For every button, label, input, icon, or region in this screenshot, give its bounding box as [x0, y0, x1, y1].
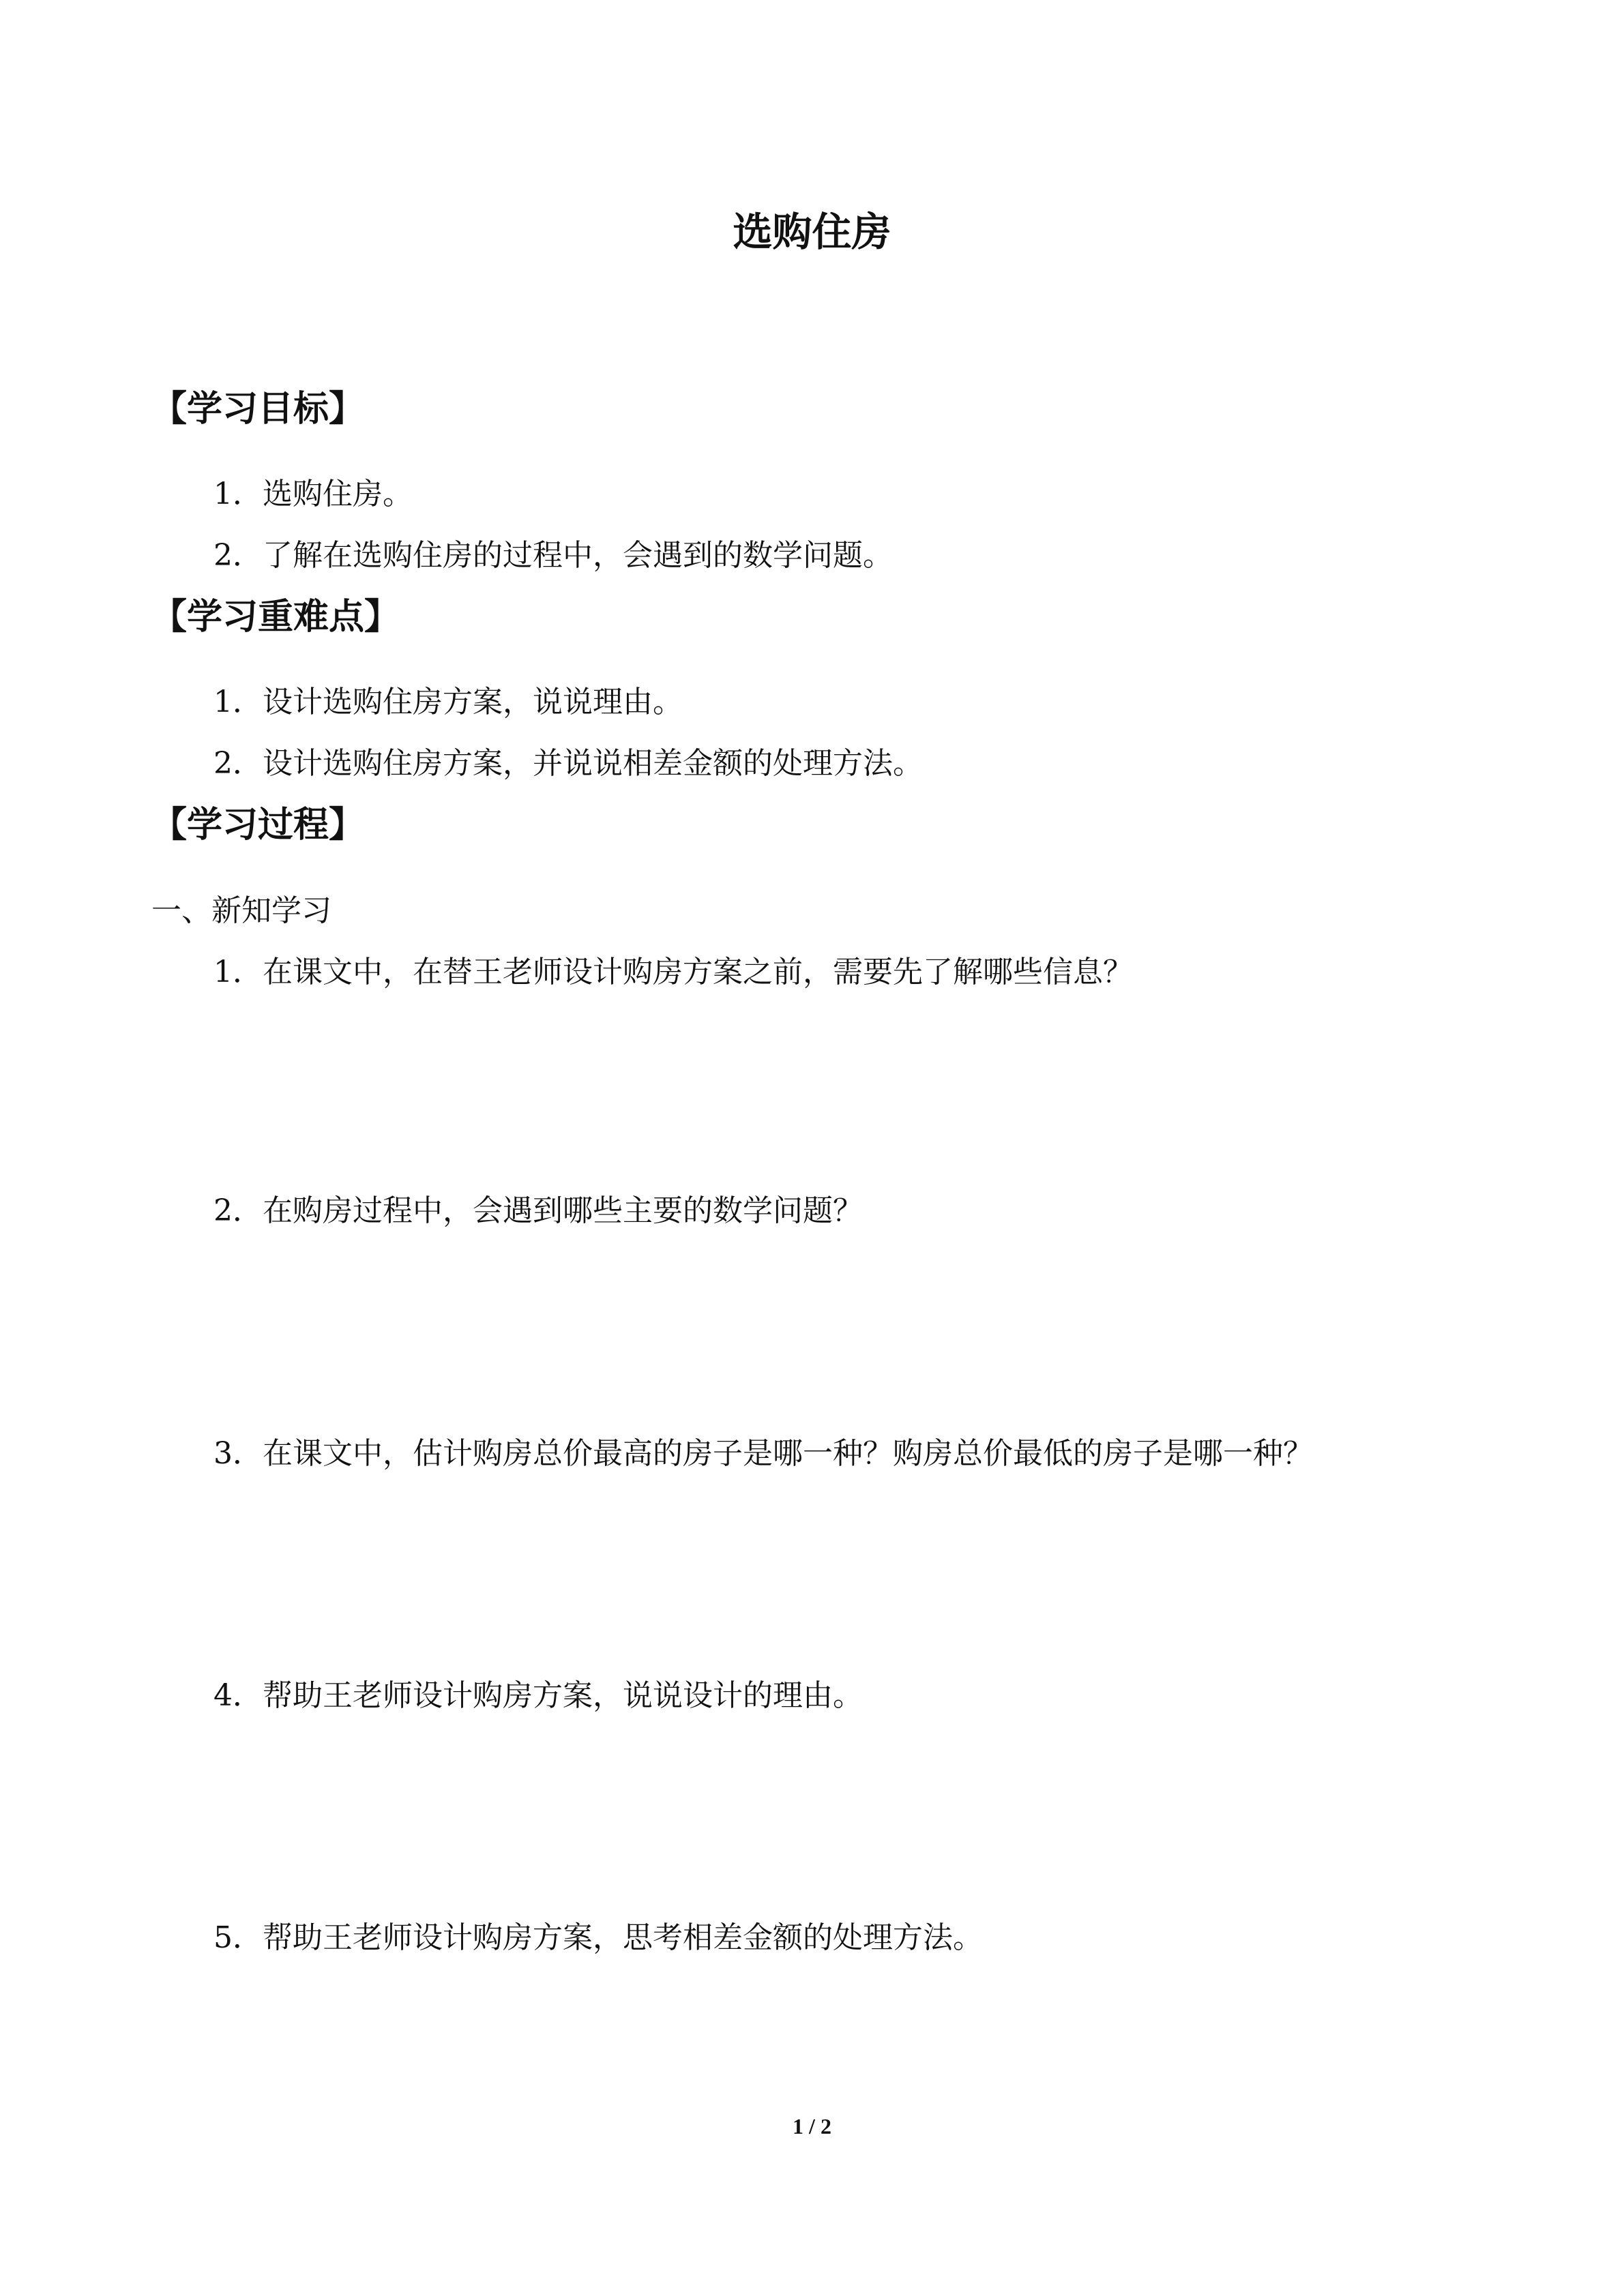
question-3: 3．在课文中，估计购房总价最高的房子是哪一种？购房总价最低的房子是哪一种？ [213, 1436, 1313, 1471]
document-title: 选购住房 [733, 209, 891, 255]
question-4: 4．帮助王老师设计购房方案，说说设计的理由。 [213, 1678, 863, 1713]
part-title: 一、新知学习 [151, 893, 331, 928]
answer-space-1[interactable] [213, 1002, 1441, 1173]
key-point-item-2: 2．设计选购住房方案，并说说相差金额的处理方法。 [213, 746, 923, 781]
objective-item-1: 1．选购住房。 [213, 477, 413, 511]
question-5: 5．帮助王老师设计购房方案，思考相差金额的处理方法。 [213, 1920, 983, 1955]
process-heading: 【学习过程】 [151, 805, 365, 846]
answer-space-3[interactable] [213, 1484, 1441, 1661]
page-number: 1 / 2 [793, 2114, 831, 2138]
objective-item-2: 2．了解在选购住房的过程中，会遇到的数学问题。 [213, 538, 893, 573]
key-point-item-1: 1．设计选购住房方案，说说理由。 [213, 685, 683, 719]
question-2: 2．在购房过程中，会遇到哪些主要的数学问题？ [213, 1193, 863, 1228]
answer-space-5[interactable] [213, 1968, 1441, 2091]
answer-space-4[interactable] [213, 1726, 1441, 1903]
key-points-heading: 【学习重难点】 [151, 597, 400, 638]
answer-space-2[interactable] [213, 1241, 1441, 1418]
question-1: 1．在课文中，在替王老师设计购房方案之前，需要先了解哪些信息？ [213, 955, 1133, 989]
objectives-heading: 【学习目标】 [151, 389, 365, 430]
